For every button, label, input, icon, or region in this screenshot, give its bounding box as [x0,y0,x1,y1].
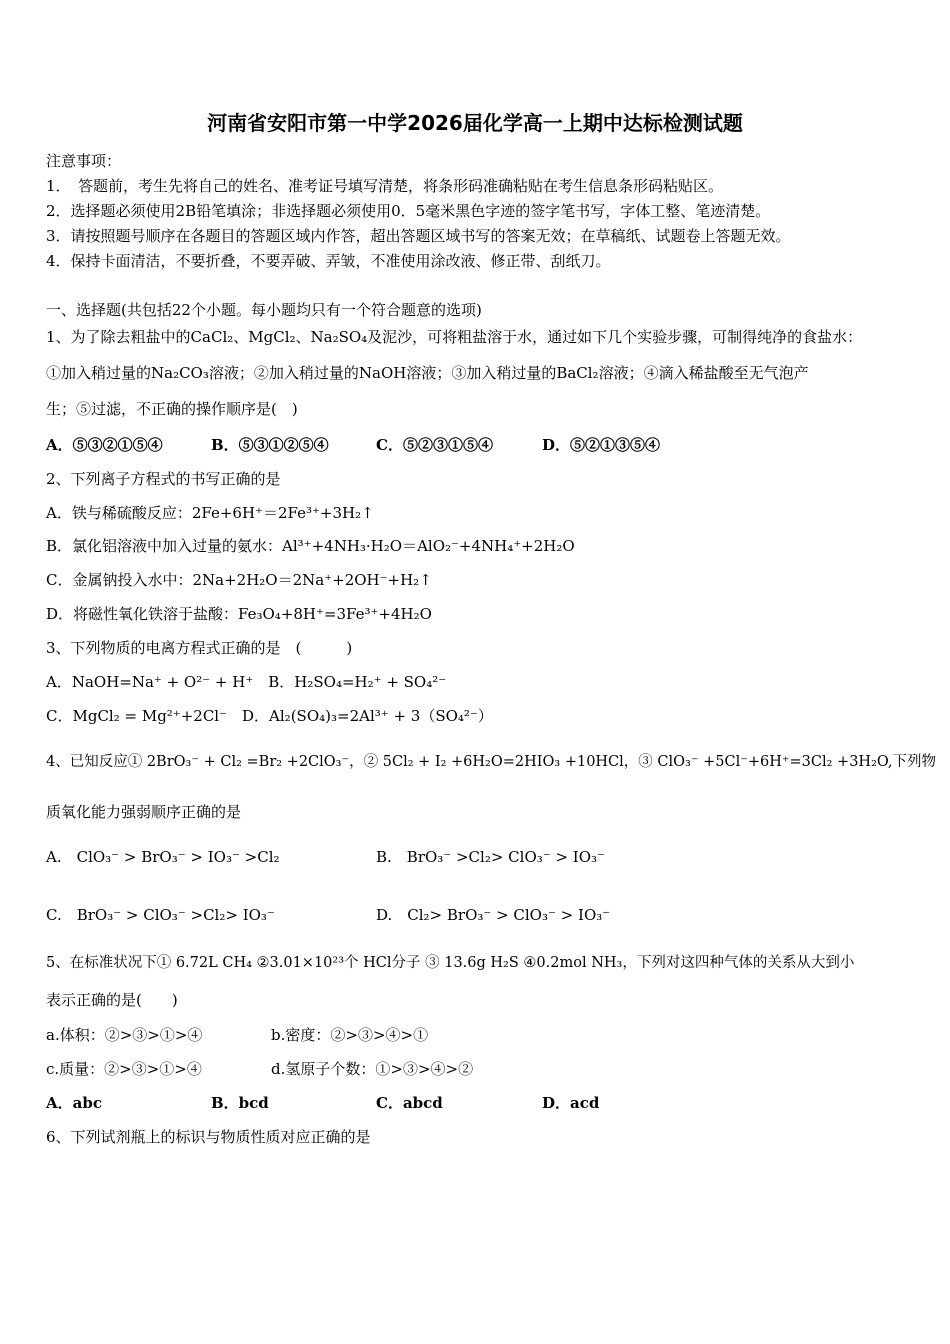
q5-option-b: B．bcd [211,1094,269,1112]
q1-option-b: B．⑤③①②⑤④ [211,436,329,454]
q5-item-d: d.氢原子个数：①>③>④>② [271,1060,474,1078]
q2-stem: 2、下列离子方程式的书写正确的是 [46,470,281,488]
q5-option-a: A．abc [46,1094,102,1112]
q2-option-a: A．铁与稀硫酸反应：2Fe+6H⁺＝2Fe³⁺+3H₂↑ [46,504,374,522]
q5-item-b: b.密度：②>③>④>① [271,1026,429,1044]
q4-option-d: D. Cl₂> BrO₃⁻ > ClO₃⁻ > IO₃⁻ [376,906,611,924]
q2-option-b: B．氯化铝溶液中加入过量的氨水：Al³⁺+4NH₃·H₂O＝AlO₂⁻+4NH₄⁺+2H₂O [46,537,575,555]
q2-option-c: C．金属钠投入水中：2Na+2H₂O＝2Na⁺+2OH⁻+H₂↑ [46,571,432,589]
q6-stem: 6、下列试剂瓶上的标识与物质性质对应正确的是 [46,1128,371,1146]
notice-item: 1． 答题前，考生先将自己的姓名、准考证号填写清楚，将条形码准确粘贴在考生信息条形码粘贴区。 [46,177,724,195]
q1-stem: 1、为了除去粗盐中的CaCl₂、MgCl₂、Na₂SO₄及泥沙，可将粗盐溶于水，通过如下几个实验步骤，可制得纯净的食盐水： [46,328,863,346]
q2-option-d: D．将磁性氧化铁溶于盐酸：Fe₃O₄+8H⁺=3Fe³⁺+4H₂O [46,605,432,623]
q5-item-a: a.体积：②>③>①>④ [46,1026,203,1044]
notice-item: 2．选择题必须使用2B铅笔填涂；非选择题必须使用0．5毫米黑色字迹的签字笔书写，字体工整、笔迹清楚。 [46,202,771,220]
q5-option-c: C．abcd [376,1094,443,1112]
page-title: 河南省安阳市第一中学2026届化学高一上期中达标检测试题 [207,111,743,135]
q4-stem: 4、已知反应① 2BrO₃⁻ + Cl₂ =Br₂ +2ClO₃⁻，② 5Cl₂ + I₂ +6H₂O=2HIO₃ +10HCl，③ ClO₃⁻ +5Cl⁻+6H⁺=3Cl₂ +3H₂O,下列物 [46,754,937,770]
q1-option-d: D．⑤②①③⑤④ [542,436,661,454]
q4-option-a: A. ClO₃⁻ > BrO₃⁻ > IO₃⁻ >Cl₂ [46,848,280,866]
q1-stem: 生；⑤过滤，不正确的操作顺序是( ) [46,400,298,418]
q3-options-ab: A．NaOH=Na⁺ + O²⁻ + H⁺ B．H₂SO₄=H₂⁺ + SO₄²⁻ [46,673,447,691]
q1-stem: ①加入稍过量的Na₂CO₃溶液；②加入稍过量的NaOH溶液；③加入稍过量的BaCl₂溶液；④滴入稀盐酸至无气泡产 [46,364,809,382]
notice-heading: 注意事项： [46,152,122,170]
notice-item: 4．保持卡面清洁，不要折叠，不要弄破、弄皱，不准使用涂改液、修正带、刮纸刀。 [46,252,611,270]
q4-option-b: B. BrO₃⁻ >Cl₂> ClO₃⁻ > IO₃⁻ [376,848,605,866]
q1-option-a: A．⑤③②①⑤④ [46,436,163,454]
q5-item-c: c.质量：②>③>①>④ [46,1060,202,1078]
q3-stem: 3、下列物质的电离方程式正确的是 ( ) [46,639,353,657]
q4-stem: 质氧化能力强弱顺序正确的是 [46,803,242,821]
q5-stem: 5、在标准状况下① 6.72L CH₄ ②3.01×10²³个 HCl分子 ③ 13.6g H₂S ④0.2mol NH₃，下列对这四种气体的关系从大到小 [46,955,855,971]
notice-item: 3．请按照题号顺序在各题目的答题区域内作答，超出答题区域书写的答案无效；在草稿纸、试题卷上答题无效。 [46,227,791,245]
q5-option-d: D．acd [542,1094,600,1112]
q5-stem: 表示正确的是( ) [46,991,178,1009]
q4-option-c: C. BrO₃⁻ > ClO₃⁻ >Cl₂> IO₃⁻ [46,906,275,924]
q3-options-cd: C．MgCl₂ = Mg²⁺+2Cl⁻ D．Al₂(SO₄)₃=2Al³⁺ + 3（SO₄²⁻） [46,707,493,725]
q1-option-c: C．⑤②③①⑤④ [376,436,493,454]
section-heading: 一、选择题(共包括22个小题。每小题均只有一个符合题意的选项) [46,301,482,319]
